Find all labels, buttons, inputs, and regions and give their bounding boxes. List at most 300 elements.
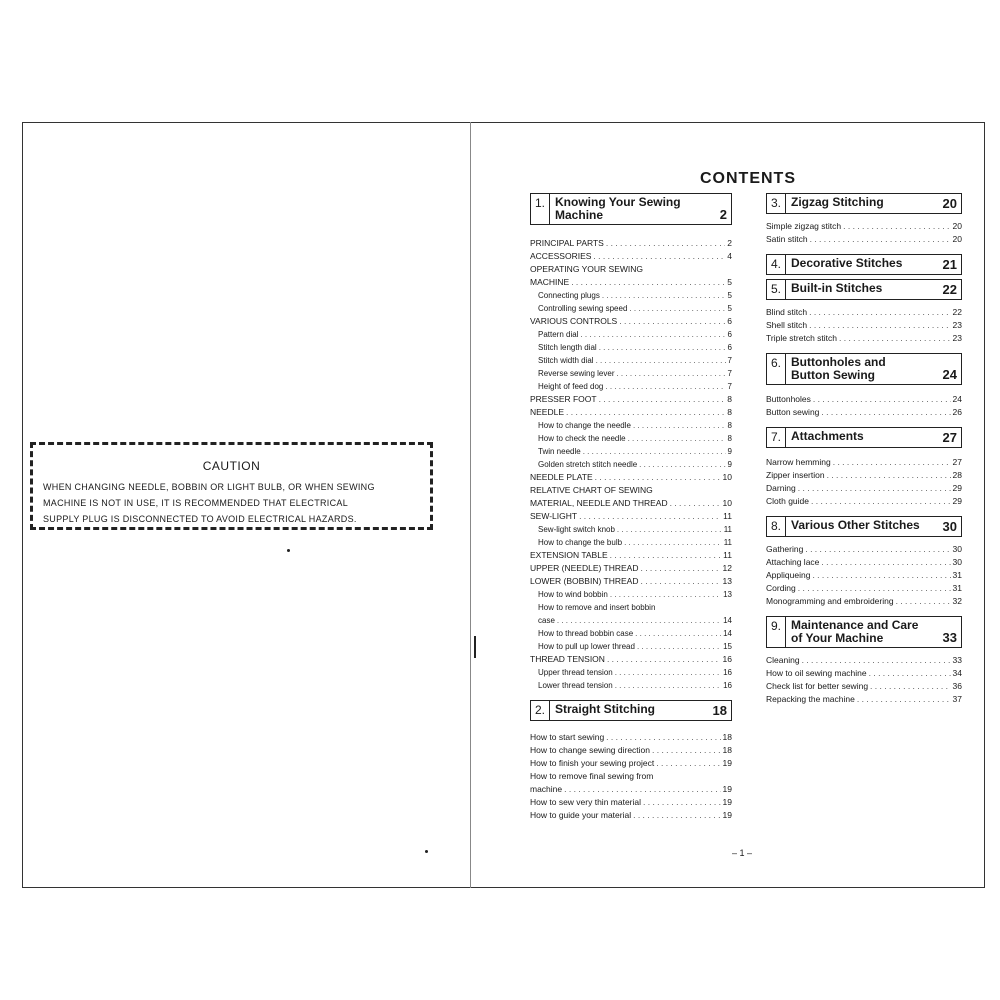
toc-entry [530,419,732,432]
dot-leader [798,582,951,595]
section-header [766,279,962,300]
entry-label: Attaching lace [766,557,820,567]
dot-leader [827,469,951,482]
entry-page: 37 [952,694,962,704]
toc-entry [766,495,962,508]
entry-page: 27 [952,457,962,467]
entry-page: 30 [952,557,962,567]
entry-label: Blind stitch [766,307,808,317]
toc-entry [530,796,732,809]
toc-entry [766,319,962,332]
entry-label: PRINCIPAL PARTS [530,238,604,248]
section-header [766,193,962,214]
speck [287,549,290,552]
entry-label: NEEDLE PLATE [530,472,593,482]
entry-page: 19 [722,758,732,768]
dot-leader [869,667,951,680]
fold-mark [474,636,476,658]
dot-leader [579,510,721,523]
dot-leader [615,679,721,692]
entry-page: 11 [723,525,732,534]
entry-page: 11 [723,511,732,521]
entry-page: 16 [723,681,732,690]
entry-page: 6 [727,343,732,352]
entry-page: 18 [722,745,732,755]
entry-page: 4 [727,251,732,261]
entry-page: 18 [722,732,732,742]
entry-label: Sew-light switch knob [538,525,615,534]
entry-page: 8 [727,421,732,430]
toc-entry [766,456,962,469]
dot-leader [643,796,721,809]
section-title-line: Zigzag Stitching [791,195,884,209]
toc-entry [766,306,962,319]
dot-leader [602,289,726,302]
entry-label: Upper thread tension [538,668,613,677]
dot-leader [821,406,950,419]
toc-entry [530,510,732,523]
entry-page: 29 [952,496,962,506]
toc-entry [766,220,962,233]
entry-list [766,220,962,246]
toc-entry [766,595,962,608]
entry-label: NEEDLE [530,407,565,417]
toc-entry [766,543,962,556]
toc-column-right [766,193,962,706]
section-number: 1. [531,194,550,224]
dot-leader [619,315,725,328]
section-title-line: Straight Stitching [555,702,656,716]
section-header [766,427,962,448]
section-number: 4. [767,255,786,274]
entry-page: 11 [723,538,732,547]
dot-leader [607,653,721,666]
dot-leader [656,757,720,770]
section-title-line: Button Sewing [791,368,876,382]
toc-entry [766,582,962,595]
dot-leader [595,471,721,484]
toc-entry [530,809,732,822]
entry-label: Twin needle [538,447,581,456]
entry-label: Appliqueing [766,570,811,580]
section-number: 3. [767,194,786,213]
entry-label: Reverse sewing lever [538,369,615,378]
dot-leader [809,306,950,319]
toc-section [530,700,732,822]
toc-entry [530,640,732,653]
toc-entry [766,233,962,246]
toc-entry [766,667,962,680]
entry-label: THREAD TENSION [530,654,605,664]
section-number: 7. [767,428,786,447]
toc-entry [530,276,732,289]
entry-list [766,543,962,608]
entry-page: 10 [722,498,732,508]
entry-list [530,237,732,692]
entry-page: 15 [723,642,732,651]
entry-page: 9 [727,460,732,469]
section-title [786,255,939,274]
section-header [530,193,732,225]
toc-entry [530,315,732,328]
caution-line: MACHINE IS NOT IN USE, IT IS RECOMMENDED THAT ELECTRICAL [43,498,349,508]
section-title [550,194,716,224]
dot-leader [640,575,720,588]
entry-page: 16 [723,668,732,677]
entry-label: How to thread bobbin case [538,629,634,638]
entry-label: Check list for better sewing [766,681,869,691]
section-page: 18 [712,703,727,718]
dot-leader [810,233,951,246]
entry-page: 30 [952,544,962,554]
entry-page: 8 [727,407,732,417]
entry-label: machine [530,784,563,794]
section-title [786,194,939,213]
toc-entry [530,549,732,562]
toc-entry [530,380,732,393]
entry-page: 7 [727,356,732,365]
entry-page: 22 [952,307,962,317]
entry-label: Buttonholes [766,394,811,404]
toc-entry [530,328,732,341]
toc-entry [530,354,732,367]
toc-entry [530,614,732,627]
dot-leader [628,432,726,445]
entry-label: Cording [766,583,796,593]
dot-leader [610,588,721,601]
dot-leader [557,614,721,627]
dot-leader [633,419,726,432]
dot-leader [640,562,720,575]
toc-entry [766,332,962,345]
entry-label: EXTENSION TABLE [530,550,608,560]
toc-entry [530,562,732,575]
entry-label: Simple zigzag stitch [766,221,842,231]
entry-page: 9 [727,447,732,456]
toc-entry [530,471,732,484]
toc-entry [530,250,732,263]
entry-label: How to finish your sewing project [530,758,655,768]
toc-entry [530,679,732,692]
entry-label: How to start sewing [530,732,605,742]
toc-entry [530,523,732,536]
dot-leader [599,393,726,406]
dot-leader [629,302,725,315]
toc-section [766,427,962,508]
caution-text [33,479,430,527]
entry-label: case [538,616,555,625]
dot-leader [812,569,950,582]
toc-section [766,279,962,345]
entry-label: Cleaning [766,655,800,665]
section-number: 2. [531,701,550,720]
caution-line: SUPPLY PLUG IS DISCONNECTED TO AVOID ELECTRICAL HAZARDS. [43,514,357,524]
toc-entry [530,458,732,471]
speck [425,850,428,853]
entry-label: How to change the bulb [538,538,623,547]
entry-label: How to remove final sewing from [530,771,654,781]
entry-page: 7 [727,369,732,378]
entry-page: 12 [722,563,732,573]
section-title-line: Knowing Your Sewing [555,195,681,209]
entry-label: Shell stitch [766,320,808,330]
entry-page: 13 [722,576,732,586]
entry-label: Stitch width dial [538,356,594,365]
dot-leader [624,536,722,549]
toc-entry [530,484,732,497]
section-title [786,517,939,536]
entry-page: 5 [727,291,732,300]
entry-label: Stitch length dial [538,343,597,352]
toc-section [766,353,962,419]
toc-entry [766,680,962,693]
entry-page: 36 [952,681,962,691]
entry-page: 5 [727,277,732,287]
toc-entry [530,731,732,744]
entry-page: 6 [727,330,732,339]
entry-label: Monogramming and embroidering [766,596,894,606]
entry-page: 5 [727,304,732,313]
entry-label: Cloth guide [766,496,810,506]
entry-label: MACHINE [530,277,570,287]
entry-label: RELATIVE CHART OF SEWING [530,485,653,495]
toc-entry [766,482,962,495]
entry-page: 10 [722,472,732,482]
entry-page: 34 [952,668,962,678]
section-page: 21 [942,257,957,272]
toc-entry [530,575,732,588]
entry-label: ACCESSORIES [530,251,592,261]
entry-label: How to wind bobbin [538,590,608,599]
toc-entry [530,432,732,445]
entry-label: How to remove and insert bobbin [538,603,656,612]
entry-label: Controlling sewing speed [538,304,628,313]
entry-page: 24 [952,394,962,404]
dot-leader [635,627,721,640]
entry-page: 31 [952,570,962,580]
toc-entry [530,627,732,640]
dot-leader [809,319,950,332]
entry-page: 19 [722,784,732,794]
entry-label: How to change the needle [538,421,631,430]
section-title [786,280,939,299]
entry-label: Gathering [766,544,804,554]
section-page: 22 [942,282,957,297]
section-page: 24 [942,367,957,382]
toc-column-left [530,193,732,822]
entry-page: 23 [952,333,962,343]
caution-box [30,442,433,530]
entry-list [530,731,732,822]
toc-entry [530,666,732,679]
toc-section [530,193,732,692]
toc-entry [530,588,732,601]
dot-leader [652,744,721,757]
entry-list [766,306,962,345]
section-number: 6. [767,354,786,384]
section-title-line: Attachments [791,429,864,443]
entry-page: 14 [723,629,732,638]
entry-page: 8 [727,434,732,443]
entry-page: 19 [722,810,732,820]
entry-label: How to check the needle [538,434,626,443]
section-title-line: Machine [555,208,604,222]
dot-leader [843,220,950,233]
section-page: 30 [942,519,957,534]
dot-leader [633,809,720,822]
toc-entry [766,693,962,706]
caution-title: CAUTION [202,459,261,473]
section-title [786,617,939,647]
toc-entry [530,653,732,666]
dot-leader [857,693,951,706]
entry-page: 26 [952,407,962,417]
entry-label: Height of feed dog [538,382,604,391]
dot-leader [605,380,725,393]
toc-entry [530,302,732,315]
page-fold [470,122,471,888]
entry-label: VARIOUS CONTROLS [530,316,618,326]
entry-page: 8 [727,394,732,404]
entry-label: Satin stitch [766,234,808,244]
dot-leader [615,666,721,679]
dot-leader [839,332,951,345]
entry-label: Zipper insertion [766,470,825,480]
toc-entry [766,406,962,419]
section-title [786,428,939,447]
entry-label: PRESSER FOOT [530,394,597,404]
entry-list [766,393,962,419]
section-number: 9. [767,617,786,647]
dot-leader [566,406,725,419]
entry-label: How to change sewing direction [530,745,651,755]
section-number: 8. [767,517,786,536]
dot-leader [813,393,951,406]
entry-page: 2 [727,238,732,248]
toc-entry [530,341,732,354]
dot-leader [870,680,950,693]
entry-label: UPPER (NEEDLE) THREAD [530,563,639,573]
toc-section [766,616,962,706]
dot-leader [670,497,721,510]
entry-label: How to guide your material [530,810,632,820]
section-title-line: Maintenance and Care [791,618,919,632]
toc-section [766,193,962,246]
entry-label: Narrow hemming [766,457,831,467]
dot-leader [571,276,725,289]
dot-leader [639,458,725,471]
entry-page: 11 [723,550,732,560]
toc-entry [530,445,732,458]
entry-page: 28 [952,470,962,480]
dot-leader [606,237,725,250]
dot-leader [599,341,726,354]
dot-leader [583,445,726,458]
entry-list [766,456,962,508]
dot-leader [610,549,722,562]
section-number: 5. [767,280,786,299]
dot-leader [616,367,725,380]
toc-entry [530,783,732,796]
section-header [766,353,962,385]
toc-section [766,516,962,608]
entry-page: 14 [723,616,732,625]
dot-leader [821,556,950,569]
entry-label: How to pull up lower thread [538,642,635,651]
entry-label: Button sewing [766,407,820,417]
entry-page: 6 [727,316,732,326]
section-title [786,354,939,384]
toc-entry [530,744,732,757]
toc-entry [766,654,962,667]
toc-entry [530,393,732,406]
entry-page: 7 [727,382,732,391]
entry-label: Darning [766,483,796,493]
toc-entry [530,289,732,302]
dot-leader [798,482,951,495]
toc-entry [530,757,732,770]
section-title-line: Buttonholes and [791,355,886,369]
dot-leader [896,595,951,608]
dot-leader [617,523,722,536]
section-page: 33 [942,630,957,645]
dot-leader [606,731,720,744]
entry-label: OPERATING YOUR SEWING [530,264,644,274]
dot-leader [802,654,951,667]
toc-entry [530,770,732,783]
toc-section [766,254,962,275]
entry-page: 23 [952,320,962,330]
entry-page: 20 [952,234,962,244]
section-header [766,516,962,537]
section-header [766,254,962,275]
entry-page: 13 [723,590,732,599]
page-number: – 1 – [732,848,753,858]
section-title-line: of Your Machine [791,631,884,645]
section-page: 20 [942,196,957,211]
section-title-line: Various Other Stitches [791,518,920,532]
entry-page: 33 [952,655,962,665]
dot-leader [564,783,720,796]
entry-label: Golden stretch stitch needle [538,460,638,469]
section-page: 2 [719,207,727,222]
toc-entry [530,263,732,276]
entry-label: LOWER (BOBBIN) THREAD [530,576,639,586]
entry-page: 20 [952,221,962,231]
toc-entry [530,237,732,250]
toc-entry [530,406,732,419]
entry-page: 19 [722,797,732,807]
caution-line: WHEN CHANGING NEEDLE, BOBBIN OR LIGHT BULB, OR WHEN SEWING [43,482,375,492]
dot-leader [637,640,721,653]
toc-entry [530,536,732,549]
toc-entry [766,393,962,406]
contents-heading: CONTENTS [700,170,796,187]
section-header [766,616,962,648]
entry-label: Repacking the machine [766,694,855,704]
entry-label: SEW-LIGHT [530,511,578,521]
toc-entry [766,569,962,582]
toc-entry [530,367,732,380]
section-header [530,700,732,721]
entry-label: Connecting plugs [538,291,600,300]
section-title [550,701,709,720]
dot-leader [833,456,951,469]
toc-entry [530,601,732,614]
entry-list [766,654,962,706]
entry-page: 29 [952,483,962,493]
entry-page: 31 [952,583,962,593]
